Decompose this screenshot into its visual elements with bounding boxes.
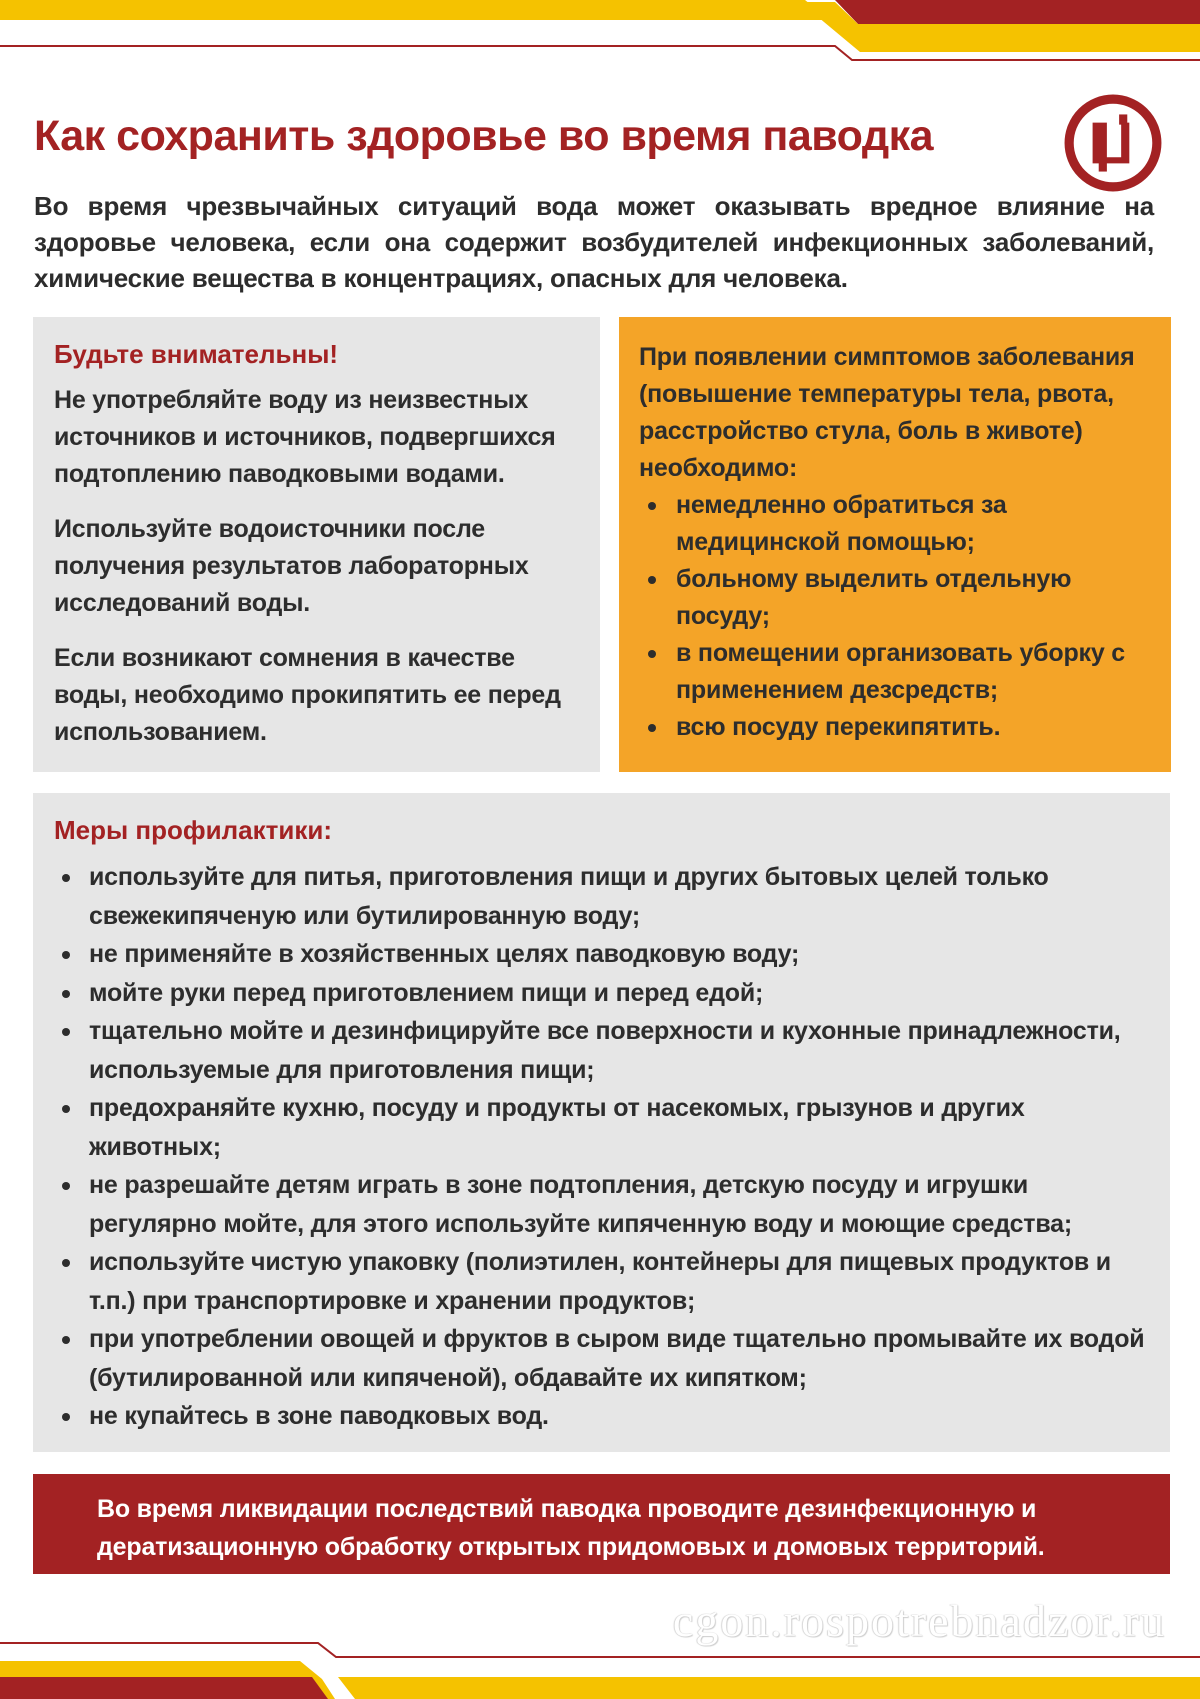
symptoms-panel [619,317,1171,772]
attention-paragraph: Не употребляйте воду из неизвестных источников и источников, подвергшихся подтоплению паводковыми водами. [54,386,556,488]
prevention-list [54,858,1150,1436]
attention-paragraph: Если возникают сомнения в качестве воды, необходимо прокипятить ее перед использованием. [54,644,561,746]
list-item: не применяйте в хозяйственных целях паводковую воду; [54,935,1150,974]
symptoms-list [639,487,1151,746]
list-item: не купайтесь в зоне паводковых вод. [54,1397,1150,1436]
list-item: используйте для питья, приготовления пищи и других бытовых целей только свежекипяченую или бутилированную воду; [54,858,1150,935]
banner-line: дератизационную обработку открытых придомовых и домовых территорий. [97,1533,1045,1561]
top-decoration [0,0,1200,70]
website-watermark: cgon.rospotrebnadzor.ru [672,1595,1166,1646]
list-item: мойте руки перед приготовлением пищи и перед едой; [54,974,1150,1013]
bottom-decoration [0,1629,1200,1699]
banner-line: Во время ликвидации последствий паводка проводите дезинфекционную и [97,1495,1037,1523]
list-item: используйте чистую упаковку (полиэтилен, контейнеры для пищевых продуктов и т.п.) при транспортировке и хранении продуктов; [54,1243,1150,1320]
list-item: немедленно обратиться за медицинской помощью; [639,487,1151,561]
list-item: при употреблении овощей и фруктов в сыром виде тщательно промывайте их водой (бутилированной или кипяченой), обдавайте их кипятком; [54,1320,1150,1397]
list-item: тщательно мойте и дезинфицируйте все поверхности и кухонные принадлежности, используемые для приготовления пищи; [54,1012,1150,1089]
list-item: предохраняйте кухню, посуду и продукты от насекомых, грызунов и других животных; [54,1089,1150,1166]
list-item: больному выделить отдельную посуду; [639,561,1151,635]
disinfection-banner [33,1474,1170,1574]
attention-heading: Будьте внимательны! [54,339,339,369]
list-item: не разрешайте детям играть в зоне подтопления, детскую посуду и игрушки регулярно мойте, для этого используйте кипяченную воду и моющие средства; [54,1166,1150,1243]
intro-text: Во время чрезвычайных ситуаций вода может оказывать вредное влияние на здоровье человека, если она содержит возбудителей инфекционных заболеваний, химические вещества в концентрациях, опасных для человека. [34,191,1154,293]
page-title: Как сохранить здоровье во время паводка [34,112,934,160]
rospotrebnadzor-logo-icon [1062,92,1164,194]
attention-paragraph: Используйте водоисточники после получения результатов лабораторных исследований воды. [54,515,529,617]
symptoms-lead: При появлении симптомов заболевания (повышение температуры тела, рвота, расстройство стула, боль в животе) необходимо: [639,343,1135,482]
list-item: всю посуду перекипятить. [639,709,1151,746]
prevention-panel [33,793,1170,1452]
prevention-heading: Меры профилактики: [54,815,332,845]
attention-panel [33,317,600,772]
list-item: в помещении организовать уборку с применением дезсредств; [639,635,1151,709]
